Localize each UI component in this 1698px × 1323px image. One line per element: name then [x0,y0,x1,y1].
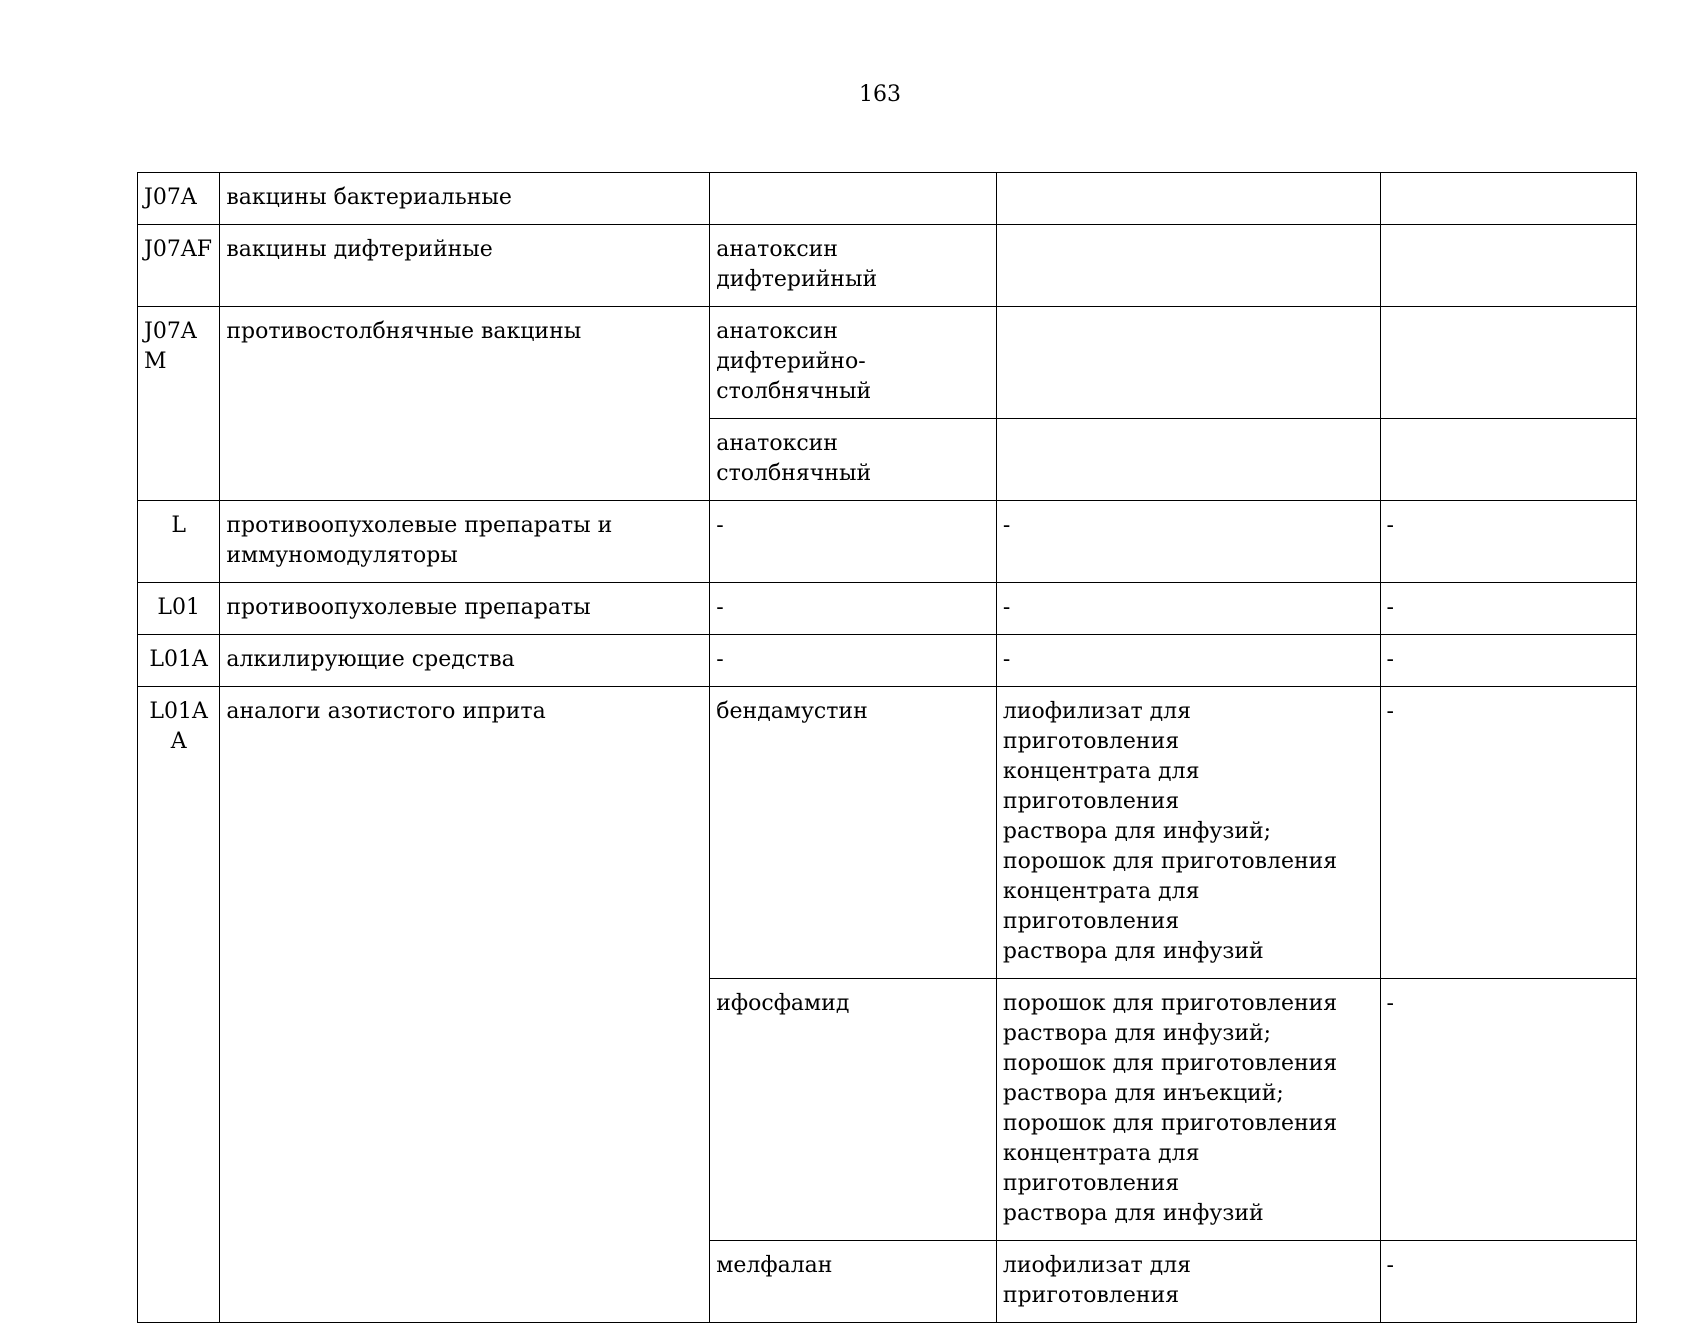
table-row [138,173,1637,225]
drug-cell: - [710,501,997,583]
group-cell: противостолбнячные вакцины [220,307,710,501]
form-cell: лиофилизат для приготовления концентрата для приготовления раствора для инфузий; порошок для приготовления концентрата для приготовления раствора для инфузий [996,687,1380,979]
medication-table [137,172,1637,1323]
group-cell: вакцины дифтерийные [220,225,710,307]
drug-cell: анатоксин столбнячный [710,419,997,501]
table-row [138,635,1637,687]
table-row [138,225,1637,307]
atc-code-cell: L [138,501,220,583]
extra-cell [1380,173,1636,225]
extra-cell: - [1380,979,1636,1241]
group-cell: алкилирующие средства [220,635,710,687]
extra-cell [1380,225,1636,307]
table-row [138,501,1637,583]
drug-cell: мелфалан [710,1241,997,1323]
extra-cell: - [1380,635,1636,687]
group-cell: противоопухолевые препараты [220,583,710,635]
extra-cell: - [1380,1241,1636,1323]
drug-cell [710,173,997,225]
page-number: 163 [859,82,901,107]
drug-cell: - [710,583,997,635]
form-cell [996,419,1380,501]
atc-code-cell: L01A A [138,687,220,1323]
extra-cell: - [1380,583,1636,635]
extra-cell [1380,307,1636,419]
atc-code-cell: L01 [138,583,220,635]
form-cell: - [996,635,1380,687]
form-cell [996,173,1380,225]
form-cell: - [996,583,1380,635]
extra-cell [1380,419,1636,501]
form-cell: - [996,501,1380,583]
atc-code-cell: J07A M [138,307,220,501]
drug-cell: анатоксин дифтерийно- столбнячный [710,307,997,419]
drug-cell: бендамустин [710,687,997,979]
form-cell: порошок для приготовления раствора для инфузий; порошок для приготовления раствора для инъекций; порошок для приготовления концентрата для приготовления раствора для инфузий [996,979,1380,1241]
group-cell: аналоги азотистого иприта [220,687,710,1323]
extra-cell: - [1380,501,1636,583]
form-cell: лиофилизат для приготовления [996,1241,1380,1323]
group-cell: вакцины бактериальные [220,173,710,225]
form-cell [996,225,1380,307]
drug-cell: анатоксин дифтерийный [710,225,997,307]
extra-cell: - [1380,687,1636,979]
group-cell: противоопухолевые препараты и иммуномодуляторы [220,501,710,583]
table-row [138,307,1637,419]
drug-cell: ифосфамид [710,979,997,1241]
atc-code-cell: J07A [138,173,220,225]
atc-code-cell: L01A [138,635,220,687]
table-row [138,687,1637,979]
atc-code-cell: J07AF [138,225,220,307]
table-row [138,583,1637,635]
form-cell [996,307,1380,419]
drug-cell: - [710,635,997,687]
